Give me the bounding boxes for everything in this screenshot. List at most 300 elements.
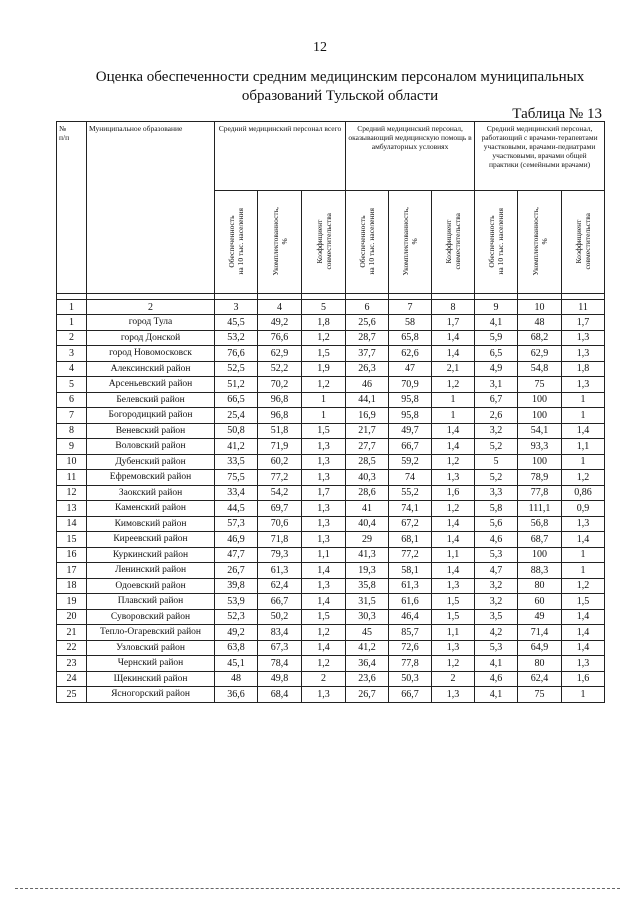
value-cell: 45,5 <box>215 315 258 331</box>
title-line-2: образований Тульской области <box>241 88 439 104</box>
header-num: № п/п <box>57 122 87 294</box>
value-cell: 1,2 <box>432 656 475 672</box>
column-number-cell: 5 <box>302 300 346 315</box>
value-cell: 1,3 <box>432 687 475 703</box>
value-cell: 7 <box>57 408 87 424</box>
table-row <box>57 408 605 424</box>
value-cell: 1,3 <box>302 532 346 548</box>
value-cell: 49,7 <box>389 423 432 439</box>
value-cell: 19 <box>57 594 87 610</box>
value-cell: 1,2 <box>432 377 475 393</box>
value-cell: 49,8 <box>258 671 302 687</box>
value-cell: 56,8 <box>518 516 562 532</box>
table-row <box>57 346 605 362</box>
value-cell: 33,5 <box>215 454 258 470</box>
municipality-cell: Щекинский район <box>87 671 215 687</box>
value-cell: 50,3 <box>389 671 432 687</box>
value-cell: 5,2 <box>475 470 518 486</box>
value-cell: 21,7 <box>346 423 389 439</box>
value-cell: 100 <box>518 408 562 424</box>
value-cell: 45 <box>346 625 389 641</box>
value-cell: 1,4 <box>302 640 346 656</box>
header-municipality: Муниципальное образование <box>87 122 215 294</box>
value-cell: 1,3 <box>562 516 605 532</box>
value-cell: 1 <box>562 408 605 424</box>
value-cell: 25 <box>57 687 87 703</box>
value-cell: 1,4 <box>562 609 605 625</box>
value-cell: 48 <box>215 671 258 687</box>
column-number-cell: 6 <box>346 300 389 315</box>
value-cell: 3,5 <box>475 609 518 625</box>
value-cell: 1 <box>562 454 605 470</box>
value-cell: 47 <box>389 361 432 377</box>
value-cell: 1,2 <box>562 470 605 486</box>
value-cell: 1,4 <box>432 439 475 455</box>
value-cell: 5,6 <box>475 516 518 532</box>
value-cell: 1,5 <box>302 609 346 625</box>
value-cell: 25,4 <box>215 408 258 424</box>
value-cell: 61,6 <box>389 594 432 610</box>
column-number-cell: 2 <box>87 300 215 315</box>
header-group-district: Средний медицинский персонал, работающий с врачами-терапевтами участковыми, врачами-педиатрами участковыми, врачами общей практики (семейными врачами) <box>475 122 605 191</box>
value-cell: 11 <box>57 470 87 486</box>
value-cell: 71,4 <box>518 625 562 641</box>
value-cell: 62,4 <box>258 578 302 594</box>
municipality-cell: Богородицкий район <box>87 408 215 424</box>
value-cell: 36,6 <box>215 687 258 703</box>
page-number: 12 <box>313 40 327 55</box>
value-cell: 5,2 <box>475 439 518 455</box>
value-cell: 5,8 <box>475 501 518 517</box>
value-cell: 59,2 <box>389 454 432 470</box>
municipality-cell: город Тула <box>87 315 215 331</box>
value-cell: 1,5 <box>432 594 475 610</box>
value-cell: 66,7 <box>389 687 432 703</box>
value-cell: 4,1 <box>475 315 518 331</box>
municipality-cell: Ленинский район <box>87 563 215 579</box>
value-cell: 100 <box>518 547 562 563</box>
table-row <box>57 377 605 393</box>
municipality-cell: Белевский район <box>87 392 215 408</box>
value-cell: 49,2 <box>258 315 302 331</box>
table-row <box>57 594 605 610</box>
value-cell: 67,2 <box>389 516 432 532</box>
value-cell: 78,9 <box>518 470 562 486</box>
value-cell: 70,9 <box>389 377 432 393</box>
title-line-1: Оценка обеспеченности средним медицинским персоналом муниципальных <box>95 69 585 85</box>
value-cell: 74 <box>389 470 432 486</box>
municipality-cell: Одоевский район <box>87 578 215 594</box>
value-cell: 68,4 <box>258 687 302 703</box>
value-cell: 96,8 <box>258 408 302 424</box>
value-cell: 4,6 <box>475 671 518 687</box>
value-cell: 1,3 <box>302 439 346 455</box>
value-cell: 4,1 <box>475 656 518 672</box>
value-cell: 80 <box>518 578 562 594</box>
column-number-cell: 11 <box>562 300 605 315</box>
table-row <box>57 625 605 641</box>
value-cell: 1,3 <box>302 501 346 517</box>
value-cell: 24 <box>57 671 87 687</box>
municipality-cell: город Новомосковск <box>87 346 215 362</box>
value-cell: 1,3 <box>302 454 346 470</box>
value-cell: 46 <box>346 377 389 393</box>
value-cell: 62,4 <box>518 671 562 687</box>
value-cell: 6 <box>57 392 87 408</box>
value-cell: 75 <box>518 687 562 703</box>
value-cell: 1,1 <box>562 439 605 455</box>
value-cell: 1 <box>432 392 475 408</box>
value-cell: 77,8 <box>518 485 562 501</box>
value-cell: 5 <box>57 377 87 393</box>
value-cell: 95,8 <box>389 392 432 408</box>
value-cell: 70,2 <box>258 377 302 393</box>
table-row <box>57 547 605 563</box>
value-cell: 69,7 <box>258 501 302 517</box>
value-cell: 1,4 <box>432 423 475 439</box>
value-cell: 40,4 <box>346 516 389 532</box>
value-cell: 61,3 <box>258 563 302 579</box>
header-group-total: Средний медицинский персонал всего <box>215 122 346 191</box>
table-row <box>57 392 605 408</box>
value-cell: 49,2 <box>215 625 258 641</box>
value-cell: 46,9 <box>215 532 258 548</box>
municipality-cell: Ефремовский район <box>87 470 215 486</box>
value-cell: 62,9 <box>518 346 562 362</box>
value-cell: 1,2 <box>302 377 346 393</box>
value-cell: 36,4 <box>346 656 389 672</box>
value-cell: 1,4 <box>562 532 605 548</box>
table-row <box>57 361 605 377</box>
value-cell: 16,9 <box>346 408 389 424</box>
header-g3-staffing: Укомплектованность, % <box>518 191 562 294</box>
value-cell: 1,4 <box>432 346 475 362</box>
municipality-cell: Киреевский район <box>87 532 215 548</box>
municipality-cell: Воловский район <box>87 439 215 455</box>
value-cell: 1,1 <box>432 547 475 563</box>
value-cell: 4,2 <box>475 625 518 641</box>
municipality-cell: Арсеньевский район <box>87 377 215 393</box>
value-cell: 74,1 <box>389 501 432 517</box>
value-cell: 58,1 <box>389 563 432 579</box>
value-cell: 60,2 <box>258 454 302 470</box>
table-row <box>57 671 605 687</box>
value-cell: 9 <box>57 439 87 455</box>
municipality-cell: Плавский район <box>87 594 215 610</box>
value-cell: 1,5 <box>432 609 475 625</box>
value-cell: 41,3 <box>346 547 389 563</box>
value-cell: 64,9 <box>518 640 562 656</box>
value-cell: 53,9 <box>215 594 258 610</box>
municipality-cell: Алексинский район <box>87 361 215 377</box>
value-cell: 77,2 <box>389 547 432 563</box>
value-cell: 1,2 <box>432 501 475 517</box>
value-cell: 1,3 <box>562 656 605 672</box>
value-cell: 54,2 <box>258 485 302 501</box>
value-cell: 1,4 <box>562 625 605 641</box>
header-group-outpatient: Средний медицинский персонал, оказывающий медицинскую помощь в амбулаторных условиях <box>346 122 475 191</box>
value-cell: 28,6 <box>346 485 389 501</box>
column-number-cell: 7 <box>389 300 432 315</box>
value-cell: 10 <box>57 454 87 470</box>
table-row <box>57 656 605 672</box>
value-cell: 1,2 <box>562 578 605 594</box>
header-g1-provision: Обеспеченность на 10 тыс. населения <box>215 191 258 294</box>
value-cell: 0,9 <box>562 501 605 517</box>
table-row <box>57 423 605 439</box>
header-g3-coefficient: Коэффициент совместительства <box>562 191 605 294</box>
value-cell: 49 <box>518 609 562 625</box>
value-cell: 100 <box>518 454 562 470</box>
municipality-cell: Кимовский район <box>87 516 215 532</box>
value-cell: 71,8 <box>258 532 302 548</box>
value-cell: 100 <box>518 392 562 408</box>
value-cell: 54,8 <box>518 361 562 377</box>
value-cell: 31,5 <box>346 594 389 610</box>
value-cell: 1,4 <box>302 563 346 579</box>
value-cell: 53,2 <box>215 330 258 346</box>
value-cell: 1,3 <box>302 687 346 703</box>
municipality-cell: Узловский район <box>87 640 215 656</box>
value-cell: 1,3 <box>302 470 346 486</box>
value-cell: 67,3 <box>258 640 302 656</box>
value-cell: 75 <box>518 377 562 393</box>
value-cell: 1,4 <box>562 423 605 439</box>
column-number-cell: 9 <box>475 300 518 315</box>
municipality-cell: Ясногорский район <box>87 687 215 703</box>
value-cell: 57,3 <box>215 516 258 532</box>
table-body <box>57 315 605 703</box>
value-cell: 79,3 <box>258 547 302 563</box>
value-cell: 68,1 <box>389 532 432 548</box>
value-cell: 1,6 <box>432 485 475 501</box>
value-cell: 3,3 <box>475 485 518 501</box>
value-cell: 1,4 <box>432 563 475 579</box>
value-cell: 52,2 <box>258 361 302 377</box>
value-cell: 1,8 <box>562 361 605 377</box>
value-cell: 68,7 <box>518 532 562 548</box>
value-cell: 1,4 <box>302 594 346 610</box>
value-cell: 26,7 <box>346 687 389 703</box>
value-cell: 1,5 <box>562 594 605 610</box>
table-row <box>57 330 605 346</box>
value-cell: 1 <box>302 408 346 424</box>
municipality-cell: Заокский район <box>87 485 215 501</box>
value-cell: 52,5 <box>215 361 258 377</box>
value-cell: 23 <box>57 656 87 672</box>
table-row <box>57 532 605 548</box>
column-number-row <box>57 300 605 315</box>
value-cell: 5,3 <box>475 640 518 656</box>
municipality-cell: Тепло-Огаревский район <box>87 625 215 641</box>
value-cell: 1,2 <box>302 625 346 641</box>
value-cell: 95,8 <box>389 408 432 424</box>
value-cell: 77,8 <box>389 656 432 672</box>
value-cell: 52,3 <box>215 609 258 625</box>
value-cell: 88,3 <box>518 563 562 579</box>
value-cell: 45,1 <box>215 656 258 672</box>
table-row <box>57 640 605 656</box>
value-cell: 60 <box>518 594 562 610</box>
value-cell: 58 <box>389 315 432 331</box>
value-cell: 51,2 <box>215 377 258 393</box>
page-title <box>40 68 640 106</box>
header-g3-provision: Обеспеченность на 10 тыс. населения <box>475 191 518 294</box>
value-cell: 46,4 <box>389 609 432 625</box>
table-row <box>57 578 605 594</box>
value-cell: 4,1 <box>475 687 518 703</box>
value-cell: 28,5 <box>346 454 389 470</box>
value-cell: 27,7 <box>346 439 389 455</box>
value-cell: 5 <box>475 454 518 470</box>
value-cell: 62,9 <box>258 346 302 362</box>
value-cell: 4,6 <box>475 532 518 548</box>
value-cell: 50,8 <box>215 423 258 439</box>
value-cell: 1,3 <box>562 330 605 346</box>
table-row <box>57 501 605 517</box>
table-row <box>57 485 605 501</box>
column-number-cell: 4 <box>258 300 302 315</box>
value-cell: 1,7 <box>432 315 475 331</box>
value-cell: 28,7 <box>346 330 389 346</box>
value-cell: 40,3 <box>346 470 389 486</box>
table-row <box>57 315 605 331</box>
value-cell: 4,9 <box>475 361 518 377</box>
value-cell: 1,5 <box>302 423 346 439</box>
value-cell: 71,9 <box>258 439 302 455</box>
value-cell: 19,3 <box>346 563 389 579</box>
value-cell: 37,7 <box>346 346 389 362</box>
header-g1-staffing: Укомплектованность, % <box>258 191 302 294</box>
value-cell: 21 <box>57 625 87 641</box>
value-cell: 1,3 <box>432 640 475 656</box>
value-cell: 1 <box>562 547 605 563</box>
table-row <box>57 687 605 703</box>
value-cell: 62,6 <box>389 346 432 362</box>
column-number-cell: 8 <box>432 300 475 315</box>
header-g2-staffing: Укомплектованность, % <box>389 191 432 294</box>
value-cell: 29 <box>346 532 389 548</box>
footer-divider <box>15 888 620 889</box>
value-cell: 1,3 <box>432 578 475 594</box>
value-cell: 54,1 <box>518 423 562 439</box>
value-cell: 1,9 <box>302 361 346 377</box>
value-cell: 65,8 <box>389 330 432 346</box>
value-cell: 3,2 <box>475 578 518 594</box>
value-cell: 48 <box>518 315 562 331</box>
value-cell: 47,7 <box>215 547 258 563</box>
value-cell: 76,6 <box>258 330 302 346</box>
value-cell: 1,4 <box>432 532 475 548</box>
value-cell: 80 <box>518 656 562 672</box>
column-number-cell: 1 <box>57 300 87 315</box>
value-cell: 5,9 <box>475 330 518 346</box>
value-cell: 1,2 <box>302 330 346 346</box>
value-cell: 17 <box>57 563 87 579</box>
header-g2-coefficient: Коэффициент совместительства <box>432 191 475 294</box>
value-cell: 4,7 <box>475 563 518 579</box>
header-g1-coefficient: Коэффициент совместительства <box>302 191 346 294</box>
value-cell: 2 <box>302 671 346 687</box>
value-cell: 93,3 <box>518 439 562 455</box>
value-cell: 51,8 <box>258 423 302 439</box>
value-cell: 55,2 <box>389 485 432 501</box>
column-number-cell: 10 <box>518 300 562 315</box>
value-cell: 41 <box>346 501 389 517</box>
value-cell: 66,7 <box>389 439 432 455</box>
municipality-cell: Дубенский район <box>87 454 215 470</box>
value-cell: 3,2 <box>475 594 518 610</box>
value-cell: 1 <box>562 563 605 579</box>
table-row <box>57 563 605 579</box>
value-cell: 83,4 <box>258 625 302 641</box>
value-cell: 1,3 <box>302 578 346 594</box>
value-cell: 1 <box>562 392 605 408</box>
municipality-cell: Куркинский район <box>87 547 215 563</box>
value-cell: 15 <box>57 532 87 548</box>
value-cell: 12 <box>57 485 87 501</box>
value-cell: 1,3 <box>562 377 605 393</box>
municipality-cell: город Донской <box>87 330 215 346</box>
value-cell: 1,4 <box>562 640 605 656</box>
value-cell: 3 <box>57 346 87 362</box>
value-cell: 4 <box>57 361 87 377</box>
value-cell: 1 <box>302 392 346 408</box>
value-cell: 23,6 <box>346 671 389 687</box>
value-cell: 16 <box>57 547 87 563</box>
value-cell: 22 <box>57 640 87 656</box>
value-cell: 44,1 <box>346 392 389 408</box>
value-cell: 66,7 <box>258 594 302 610</box>
value-cell: 61,3 <box>389 578 432 594</box>
value-cell: 85,7 <box>389 625 432 641</box>
value-cell: 1,5 <box>302 346 346 362</box>
table-row <box>57 516 605 532</box>
value-cell: 111,1 <box>518 501 562 517</box>
table-row <box>57 439 605 455</box>
value-cell: 2 <box>57 330 87 346</box>
column-number-cell: 3 <box>215 300 258 315</box>
value-cell: 8 <box>57 423 87 439</box>
value-cell: 78,4 <box>258 656 302 672</box>
value-cell: 1 <box>432 408 475 424</box>
value-cell: 39,8 <box>215 578 258 594</box>
value-cell: 72,6 <box>389 640 432 656</box>
value-cell: 2,6 <box>475 408 518 424</box>
value-cell: 66,5 <box>215 392 258 408</box>
value-cell: 1 <box>562 687 605 703</box>
value-cell: 1,2 <box>432 454 475 470</box>
value-cell: 33,4 <box>215 485 258 501</box>
value-cell: 3,1 <box>475 377 518 393</box>
value-cell: 77,2 <box>258 470 302 486</box>
value-cell: 26,3 <box>346 361 389 377</box>
value-cell: 75,5 <box>215 470 258 486</box>
value-cell: 13 <box>57 501 87 517</box>
value-cell: 25,6 <box>346 315 389 331</box>
value-cell: 1,7 <box>562 315 605 331</box>
municipality-cell: Чернский район <box>87 656 215 672</box>
value-cell: 30,3 <box>346 609 389 625</box>
table-row <box>57 470 605 486</box>
value-cell: 1,6 <box>562 671 605 687</box>
value-cell: 1 <box>57 315 87 331</box>
value-cell: 1,1 <box>432 625 475 641</box>
table-row <box>57 454 605 470</box>
value-cell: 26,7 <box>215 563 258 579</box>
value-cell: 2 <box>432 671 475 687</box>
value-cell: 1,2 <box>302 656 346 672</box>
